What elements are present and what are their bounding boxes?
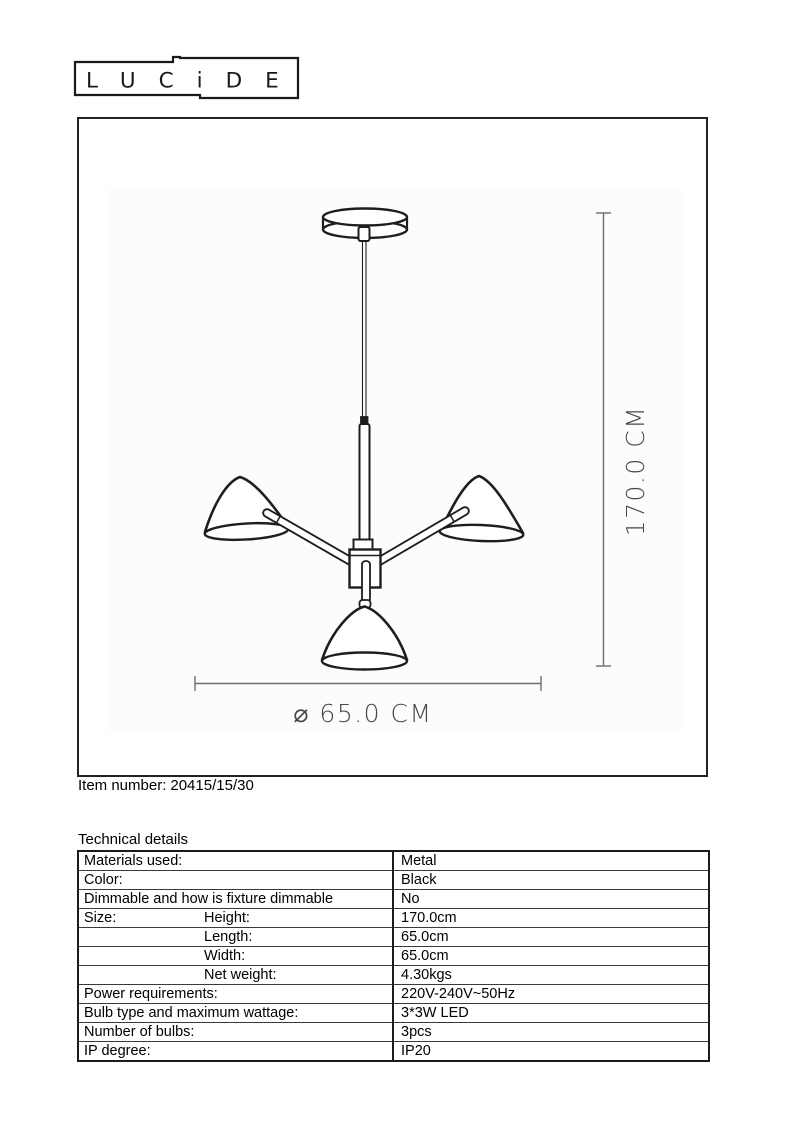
cell-value: Black bbox=[393, 871, 709, 890]
right-shade bbox=[439, 476, 523, 543]
cell-label: Size: bbox=[78, 909, 204, 928]
table-row bbox=[78, 1004, 709, 1023]
cord bbox=[363, 241, 367, 419]
table-row bbox=[78, 1042, 709, 1062]
brand-logo bbox=[72, 55, 302, 101]
cell-label: Power requirements: bbox=[78, 985, 393, 1004]
diameter-dimension-label: ⌀ 65.0 CM bbox=[293, 699, 433, 728]
cell-label bbox=[78, 928, 204, 947]
canopy bbox=[323, 209, 407, 242]
rod bbox=[360, 424, 370, 540]
item-number-label: Item number: bbox=[78, 777, 167, 794]
cell-label: Color: bbox=[78, 871, 393, 890]
cell-value: 4.30kgs bbox=[393, 966, 709, 985]
cell-value: No bbox=[393, 890, 709, 909]
cell-label: Dimmable and how is fixture dimmable bbox=[78, 890, 393, 909]
cell-value: IP20 bbox=[393, 1042, 709, 1062]
cell-value: 220V-240V~50Hz bbox=[393, 985, 709, 1004]
canopy-connector bbox=[359, 227, 370, 241]
technical-details-table bbox=[77, 850, 710, 1062]
logo-text: LUCiDE bbox=[86, 68, 302, 94]
technical-details-heading: Technical details bbox=[78, 831, 189, 848]
cell-value: 65.0cm bbox=[393, 928, 709, 947]
cell-value: 3pcs bbox=[393, 1023, 709, 1042]
left-shade bbox=[204, 477, 288, 542]
cell-value: 3*3W LED bbox=[393, 1004, 709, 1023]
height-dimension-label: 170.0 CM bbox=[621, 405, 650, 537]
cell-label: Bulb type and maximum wattage: bbox=[78, 1004, 393, 1023]
table-row bbox=[78, 985, 709, 1004]
cell-sublabel: Length: bbox=[204, 928, 393, 947]
cell-value: 65.0cm bbox=[393, 947, 709, 966]
table-row bbox=[78, 1023, 709, 1042]
rod-collar bbox=[354, 540, 373, 550]
lamp-diagram bbox=[180, 200, 660, 700]
item-number bbox=[78, 777, 254, 794]
cell-sublabel: Net weight: bbox=[204, 966, 393, 985]
dimension-lines bbox=[195, 213, 611, 691]
cell-label: Number of bulbs: bbox=[78, 1023, 393, 1042]
table-row bbox=[78, 909, 709, 928]
technical-details-body bbox=[78, 851, 709, 1061]
table-row bbox=[78, 851, 709, 871]
table-row bbox=[78, 890, 709, 909]
left-arm bbox=[267, 513, 352, 562]
table-row bbox=[78, 966, 709, 985]
cell-label: IP degree: bbox=[78, 1042, 393, 1062]
cell-value: 170.0cm bbox=[393, 909, 709, 928]
table-row bbox=[78, 928, 709, 947]
table-row bbox=[78, 947, 709, 966]
cell-label bbox=[78, 966, 204, 985]
cell-sublabel: Height: bbox=[204, 909, 393, 928]
cell-value: Metal bbox=[393, 851, 709, 871]
cell-label bbox=[78, 947, 204, 966]
table-row bbox=[78, 871, 709, 890]
pendant-lamp bbox=[204, 209, 523, 670]
cell-sublabel: Width: bbox=[204, 947, 393, 966]
item-number-value: 20415/15/30 bbox=[170, 777, 254, 794]
bottom-stem bbox=[362, 561, 370, 603]
cell-label: Materials used: bbox=[84, 853, 183, 869]
bottom-shade bbox=[322, 607, 407, 670]
